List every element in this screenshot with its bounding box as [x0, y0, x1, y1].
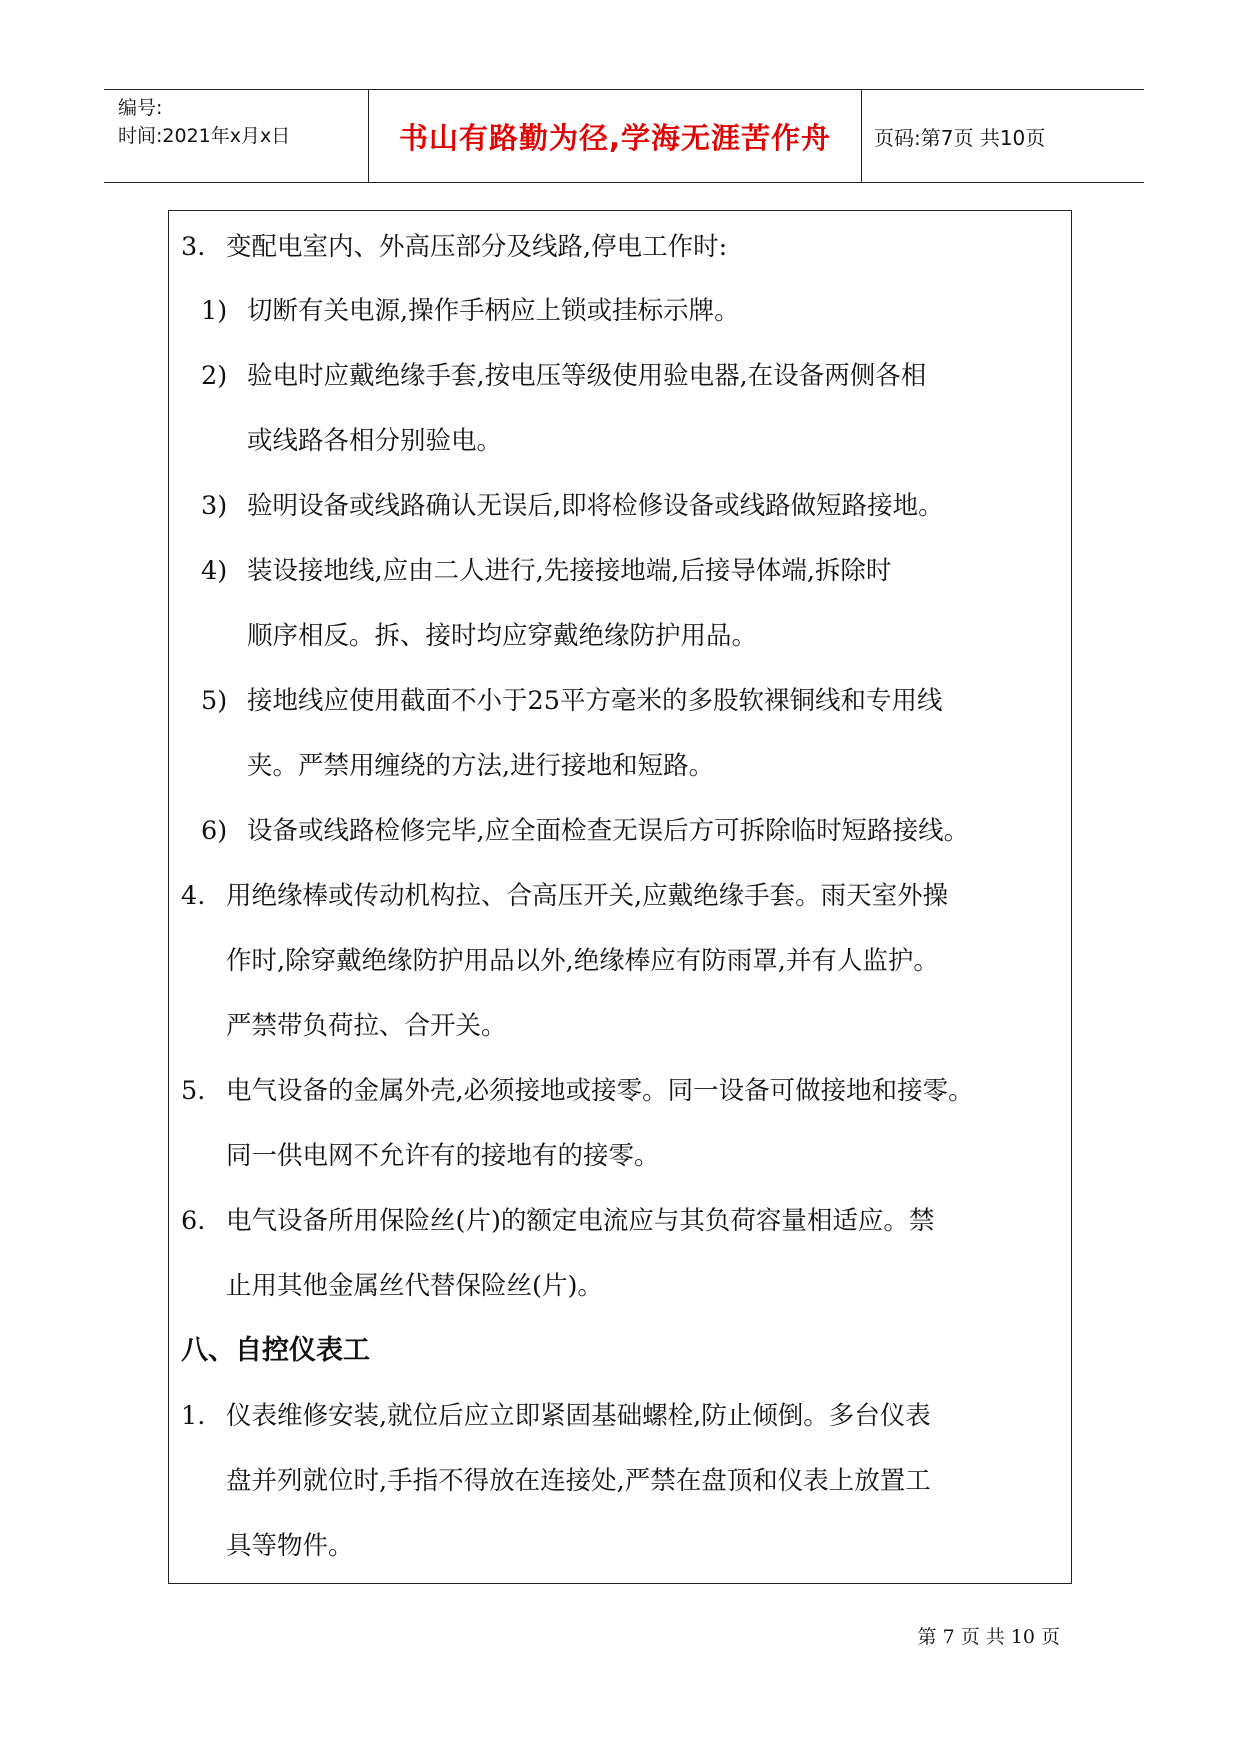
item-text: 止用其他金属丝代替保险丝(片)。	[226, 1271, 603, 1301]
item-text: 盘并列就位时,手指不得放在连接处,严禁在盘顶和仪表上放置工	[226, 1466, 931, 1496]
content-box	[168, 210, 1072, 1584]
header-divider	[368, 90, 369, 182]
sub-item-number: 6)	[201, 816, 228, 846]
sub-item-text: 设备或线路检修完毕,应全面检查无误后方可拆除临时短路接线。	[247, 816, 970, 846]
item-number: 5.	[181, 1076, 206, 1106]
sub-item-text: 或线路各相分别验电。	[247, 426, 503, 456]
sub-item-text: 装设接地线,应由二人进行,先接接地端,后接导体端,拆除时	[247, 556, 892, 586]
item-text: 仪表维修安装,就位后应立即紧固基础螺栓,防止倾倒。多台仪表	[226, 1401, 931, 1431]
item-text: 具等物件。	[226, 1531, 354, 1561]
sub-item-number: 5)	[201, 686, 228, 716]
document-header	[104, 89, 1144, 183]
header-motto: 书山有路勤为径,学海无涯苦作舟	[398, 120, 832, 155]
item-number: 6.	[181, 1206, 206, 1236]
header-page-info: 页码:第7页 共10页	[874, 125, 1046, 150]
item-text: 电气设备的金属外壳,必须接地或接零。同一设备可做接地和接零。	[226, 1076, 974, 1106]
sub-item-text: 切断有关电源,操作手柄应上锁或挂标示牌。	[247, 296, 740, 326]
section-heading: 八、自控仪表工	[181, 1335, 370, 1366]
item-number: 3.	[181, 232, 206, 262]
sub-item-number: 2)	[201, 361, 228, 391]
item-number: 4.	[181, 881, 206, 911]
item-number: 1.	[181, 1401, 206, 1431]
sub-item-number: 4)	[201, 556, 228, 586]
item-text: 电气设备所用保险丝(片)的额定电流应与其负荷容量相适应。禁	[226, 1206, 935, 1236]
sub-item-text: 验明设备或线路确认无误后,即将检修设备或线路做短路接地。	[247, 491, 944, 521]
item-text: 作时,除穿戴绝缘防护用品以外,绝缘棒应有防雨罩,并有人监护。	[226, 946, 939, 976]
sub-item-text: 夹。严禁用缠绕的方法,进行接地和短路。	[247, 751, 715, 781]
header-divider	[861, 90, 862, 182]
header-meta	[118, 94, 368, 150]
sub-item-number: 3)	[201, 491, 228, 521]
item-text: 同一供电网不允许有的接地有的接零。	[226, 1141, 660, 1171]
serial-label: 编号:	[118, 97, 163, 119]
sub-item-text: 验电时应戴绝缘手套,按电压等级使用验电器,在设备两侧各相	[247, 361, 927, 391]
list-item	[181, 229, 728, 265]
sub-item-text: 顺序相反。拆、接时均应穿戴绝缘防护用品。	[247, 621, 758, 651]
page-footer: 第 7 页 共 10 页	[917, 1626, 1060, 1648]
item-text: 严禁带负荷拉、合开关。	[226, 1011, 507, 1041]
sub-item-number: 1)	[201, 296, 228, 326]
item-text: 变配电室内、外高压部分及线路,停电工作时:	[226, 232, 728, 262]
time-label: 时间:2021年x月x日	[118, 125, 291, 147]
sub-item-text: 接地线应使用截面不小于25平方毫米的多股软裸铜线和专用线	[247, 686, 943, 716]
item-text: 用绝缘棒或传动机构拉、合高压开关,应戴绝缘手套。雨天室外操	[226, 881, 949, 911]
